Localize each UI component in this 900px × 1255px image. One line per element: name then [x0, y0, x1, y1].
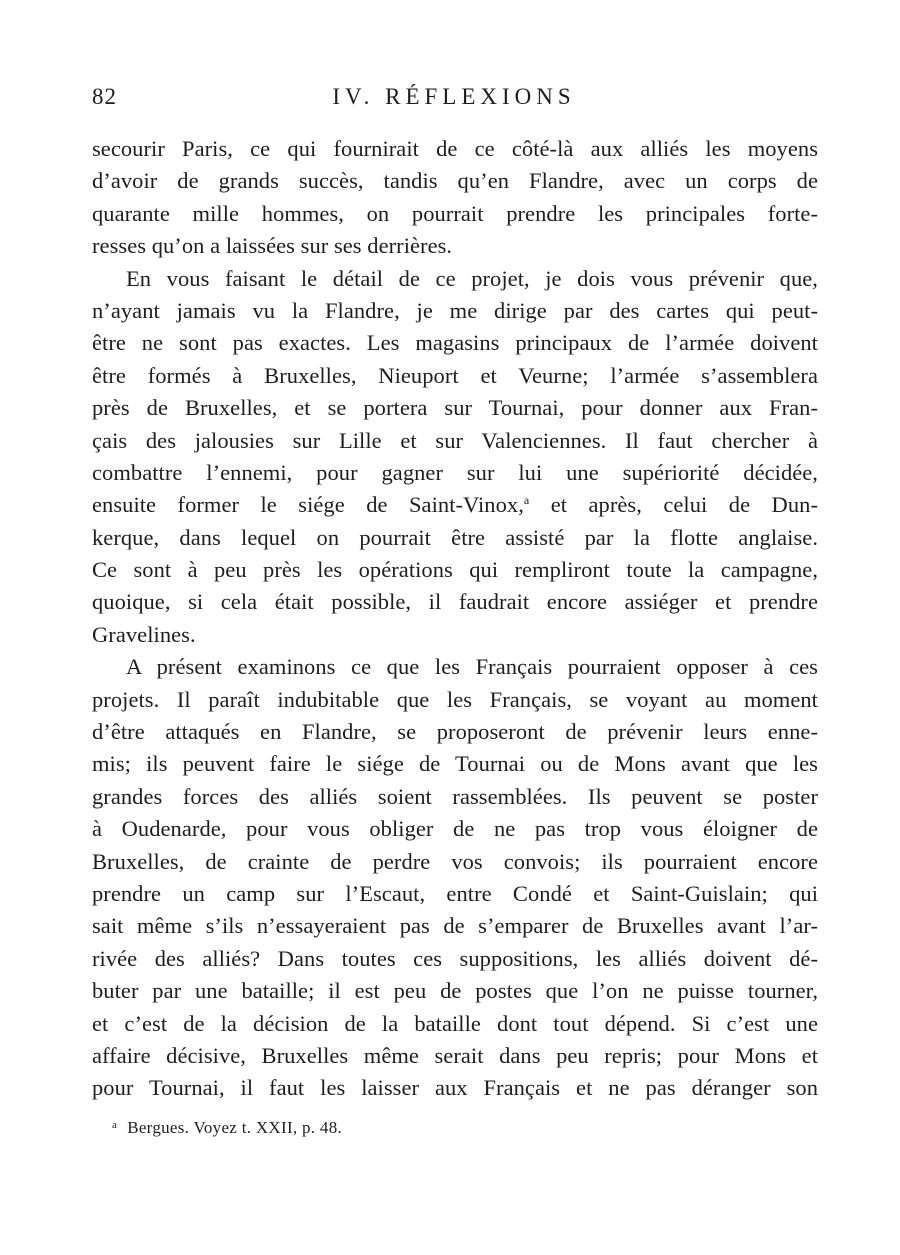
text-line: Ce sont à peu près les opérations qui rempliront toute la campagne,: [92, 557, 818, 583]
text-line: d’avoir de grands succès, tandis qu’en Flandre, avec un corps de: [92, 168, 818, 194]
text-line: sait même s’ils n’essayeraient pas de s’emparer de Bruxelles avant l’ar-: [92, 913, 818, 939]
text-line: kerque, dans lequel on pourrait être assisté par la flotte anglaise.: [92, 524, 818, 550]
chapter-title: IV. RÉFLEXIONS: [332, 84, 576, 109]
footnote-marker: a: [112, 1119, 118, 1131]
text-line: mis; ils peuvent faire le siége de Tournai ou de Mons avant que les: [92, 751, 818, 777]
text-line: resses qu’on a laissées sur ses derrières.: [92, 233, 453, 259]
text-line: et c’est de la décision de la bataille dont tout dépend. Si c’est une: [92, 1010, 818, 1036]
text-line: Bruxelles, de crainte de perdre vos convois; ils pourraient encore: [92, 848, 818, 874]
text-line: d’être attaqués en Flandre, se proposeront de prévenir leurs enne-: [92, 719, 818, 745]
body-text: [92, 133, 818, 1105]
footnote-reference[interactable]: a: [523, 493, 530, 508]
text-line: buter par une bataille; il est peu de postes que l’on ne puisse tourner,: [92, 978, 818, 1004]
text-line: projets. Il paraît indubitable que les Français, se voyant au moment: [92, 686, 818, 712]
paragraph-first-line: En vous faisant le détail de ce projet, je dois vous prévenir que,: [126, 265, 818, 291]
text-line: secourir Paris, ce qui fournirait de ce côté-là aux alliés les moyens: [92, 136, 818, 161]
text-line: grandes forces des alliés soient rassemblées. Ils peuvent se poster: [92, 783, 818, 809]
text-line: affaire décisive, Bruxelles même serait dans peu repris; pour Mons et: [92, 1042, 818, 1068]
text-line: rivée des alliés? Dans toutes ces suppositions, les alliés doivent dé-: [92, 945, 818, 971]
line-text-before-mark: ensuite former le siége de Saint-Vinox,: [92, 492, 524, 518]
text-line: prendre un camp sur l’Escaut, entre Condé et Saint-Guislain; qui: [92, 880, 818, 906]
running-head: [92, 84, 816, 118]
text-line: à Oudenarde, pour vous obliger de ne pas trop vous éloigner de: [92, 816, 818, 842]
text-line: être formés à Bruxelles, Nieuport et Veurne; l’armée s’assemblera: [92, 362, 818, 388]
text-line: çais des jalousies sur Lille et sur Valenciennes. Il faut chercher à: [92, 427, 818, 453]
text-line: quoique, si cela était possible, il faudrait encore assiéger et prendre: [92, 589, 818, 615]
text-line: pour Tournai, il faut les laisser aux Français et ne pas déranger son: [92, 1075, 818, 1101]
text-line-with-footnote: [92, 489, 818, 521]
line-text-after-mark: et après, celui de Dun-: [529, 492, 818, 518]
text-line: être ne sont pas exactes. Les magasins principaux de l’armée doivent: [92, 330, 818, 356]
text-line: n’ayant jamais vu la Flandre, je me dirige par des cartes qui peut-: [92, 297, 818, 323]
paragraph-first-line: A présent examinons ce que les Français pourraient opposer à ces: [126, 654, 818, 680]
text-line: Gravelines.: [92, 621, 196, 647]
text-line: près de Bruxelles, et se portera sur Tournai, pour donner aux Fran-: [92, 395, 818, 421]
footnote: [112, 1118, 342, 1138]
text-line: quarante mille hommes, on pourrait prendre les principales forte-: [92, 200, 818, 226]
page-number: 82: [92, 84, 117, 109]
text-line: combattre l’ennemi, pour gagner sur lui une supériorité décidée,: [92, 459, 818, 485]
footnote-text: Bergues. Voyez t. XXII, p. 48.: [127, 1118, 343, 1137]
